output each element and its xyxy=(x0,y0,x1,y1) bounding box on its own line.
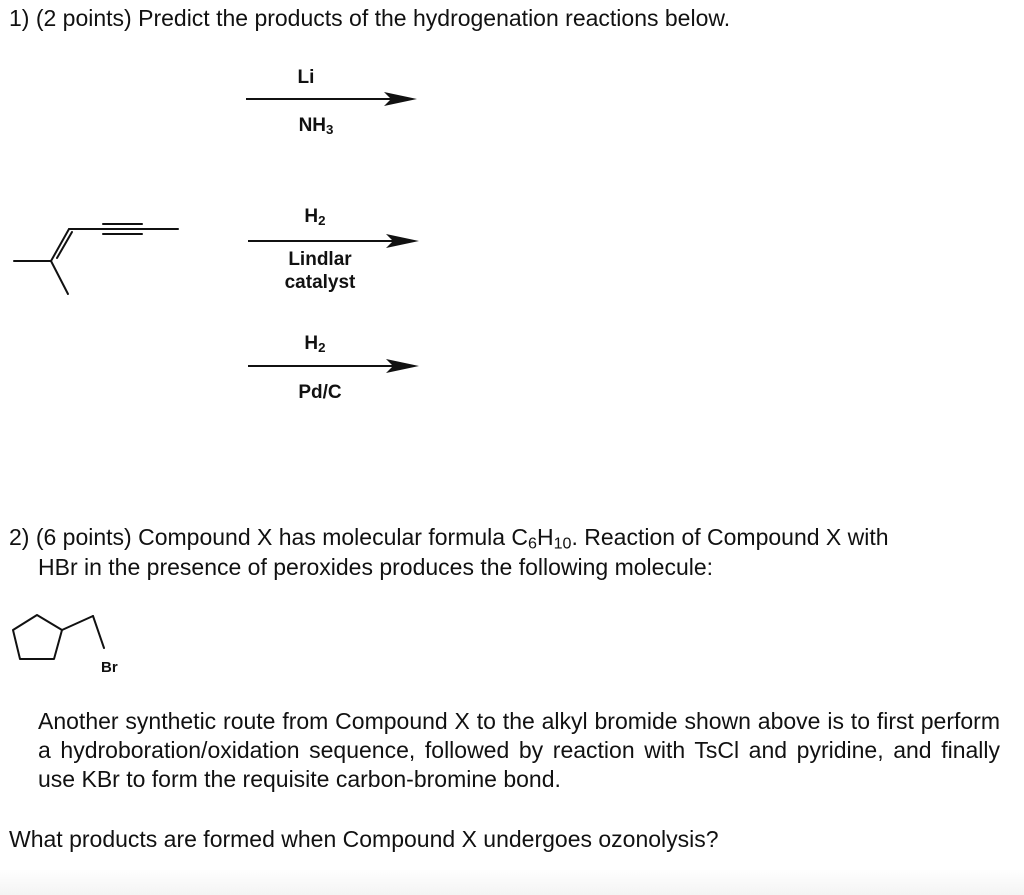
c-br-bond xyxy=(93,616,104,648)
synthetic-route-text: Another synthetic route from Compound X to the alkyl bromide shown above is to first perform a hydroboration/oxidation sequence, followed by reaction with TsCl and pyridine, and finally use KBr to form the requisite carbon-bromine bond. xyxy=(38,708,1000,792)
cyclopentane-ring xyxy=(13,615,62,659)
nh3-main: NH xyxy=(298,115,327,136)
bromomethyl-cyclopentane-structure xyxy=(13,615,104,659)
pd-c-label: Pd/C xyxy=(298,382,342,403)
question-2-number: 2) xyxy=(9,524,30,550)
formula-subscript-c: 6 xyxy=(528,534,537,553)
ozonolysis-question-text: What products are formed when Compound X undergoes ozonolysis? xyxy=(9,826,719,852)
question-1-number: 1) xyxy=(9,5,30,31)
synthetic-route-paragraph xyxy=(38,707,1000,794)
formula-h: H xyxy=(536,524,554,550)
h2-main: H xyxy=(304,333,319,354)
formula-subscript-h: 10 xyxy=(553,534,572,553)
reaction-3-reagent-below xyxy=(290,381,350,404)
br-text: Br xyxy=(101,659,118,676)
page-bottom-edge xyxy=(0,869,1024,895)
catalyst-label: catalyst xyxy=(284,272,356,293)
h2-subscript: 2 xyxy=(318,339,326,355)
reaction-arrow-1 xyxy=(246,92,417,106)
ozonolysis-question xyxy=(9,825,719,854)
h2-main: H xyxy=(304,206,319,227)
alkene-bond-outer xyxy=(51,229,69,261)
reaction-arrow-3 xyxy=(248,359,419,373)
reaction-1-reagent-above xyxy=(286,66,326,89)
question-2-line-2-text: HBr in the presence of peroxides produces the following molecule: xyxy=(38,554,714,580)
li-label: Li xyxy=(297,67,315,88)
h2-subscript: 2 xyxy=(318,212,326,228)
methyl-bond-down xyxy=(51,261,68,294)
reaction-2-reagent-below xyxy=(272,248,368,294)
bromine-label xyxy=(101,659,118,677)
reaction-arrow-2 xyxy=(248,234,419,248)
question-2-line-2 xyxy=(38,553,713,582)
reaction-1-reagent-below xyxy=(286,114,346,137)
nh3-subscript: 3 xyxy=(326,121,334,137)
question-2-text-post: . Reaction of Compound X with xyxy=(571,524,889,550)
question-1-prompt: (2 points) Predict the products of the hydrogenation reactions below. xyxy=(35,5,731,31)
question-2-text-pre: (6 points) Compound X has molecular formula C xyxy=(35,524,529,550)
lindlar-label: Lindlar xyxy=(288,249,352,270)
question-2-line-1 xyxy=(9,523,889,552)
starting-alkyne-structure xyxy=(14,224,178,294)
reaction-2-reagent-above xyxy=(290,205,340,228)
reaction-3-reagent-above xyxy=(290,332,340,355)
ch2-bond xyxy=(62,616,93,630)
